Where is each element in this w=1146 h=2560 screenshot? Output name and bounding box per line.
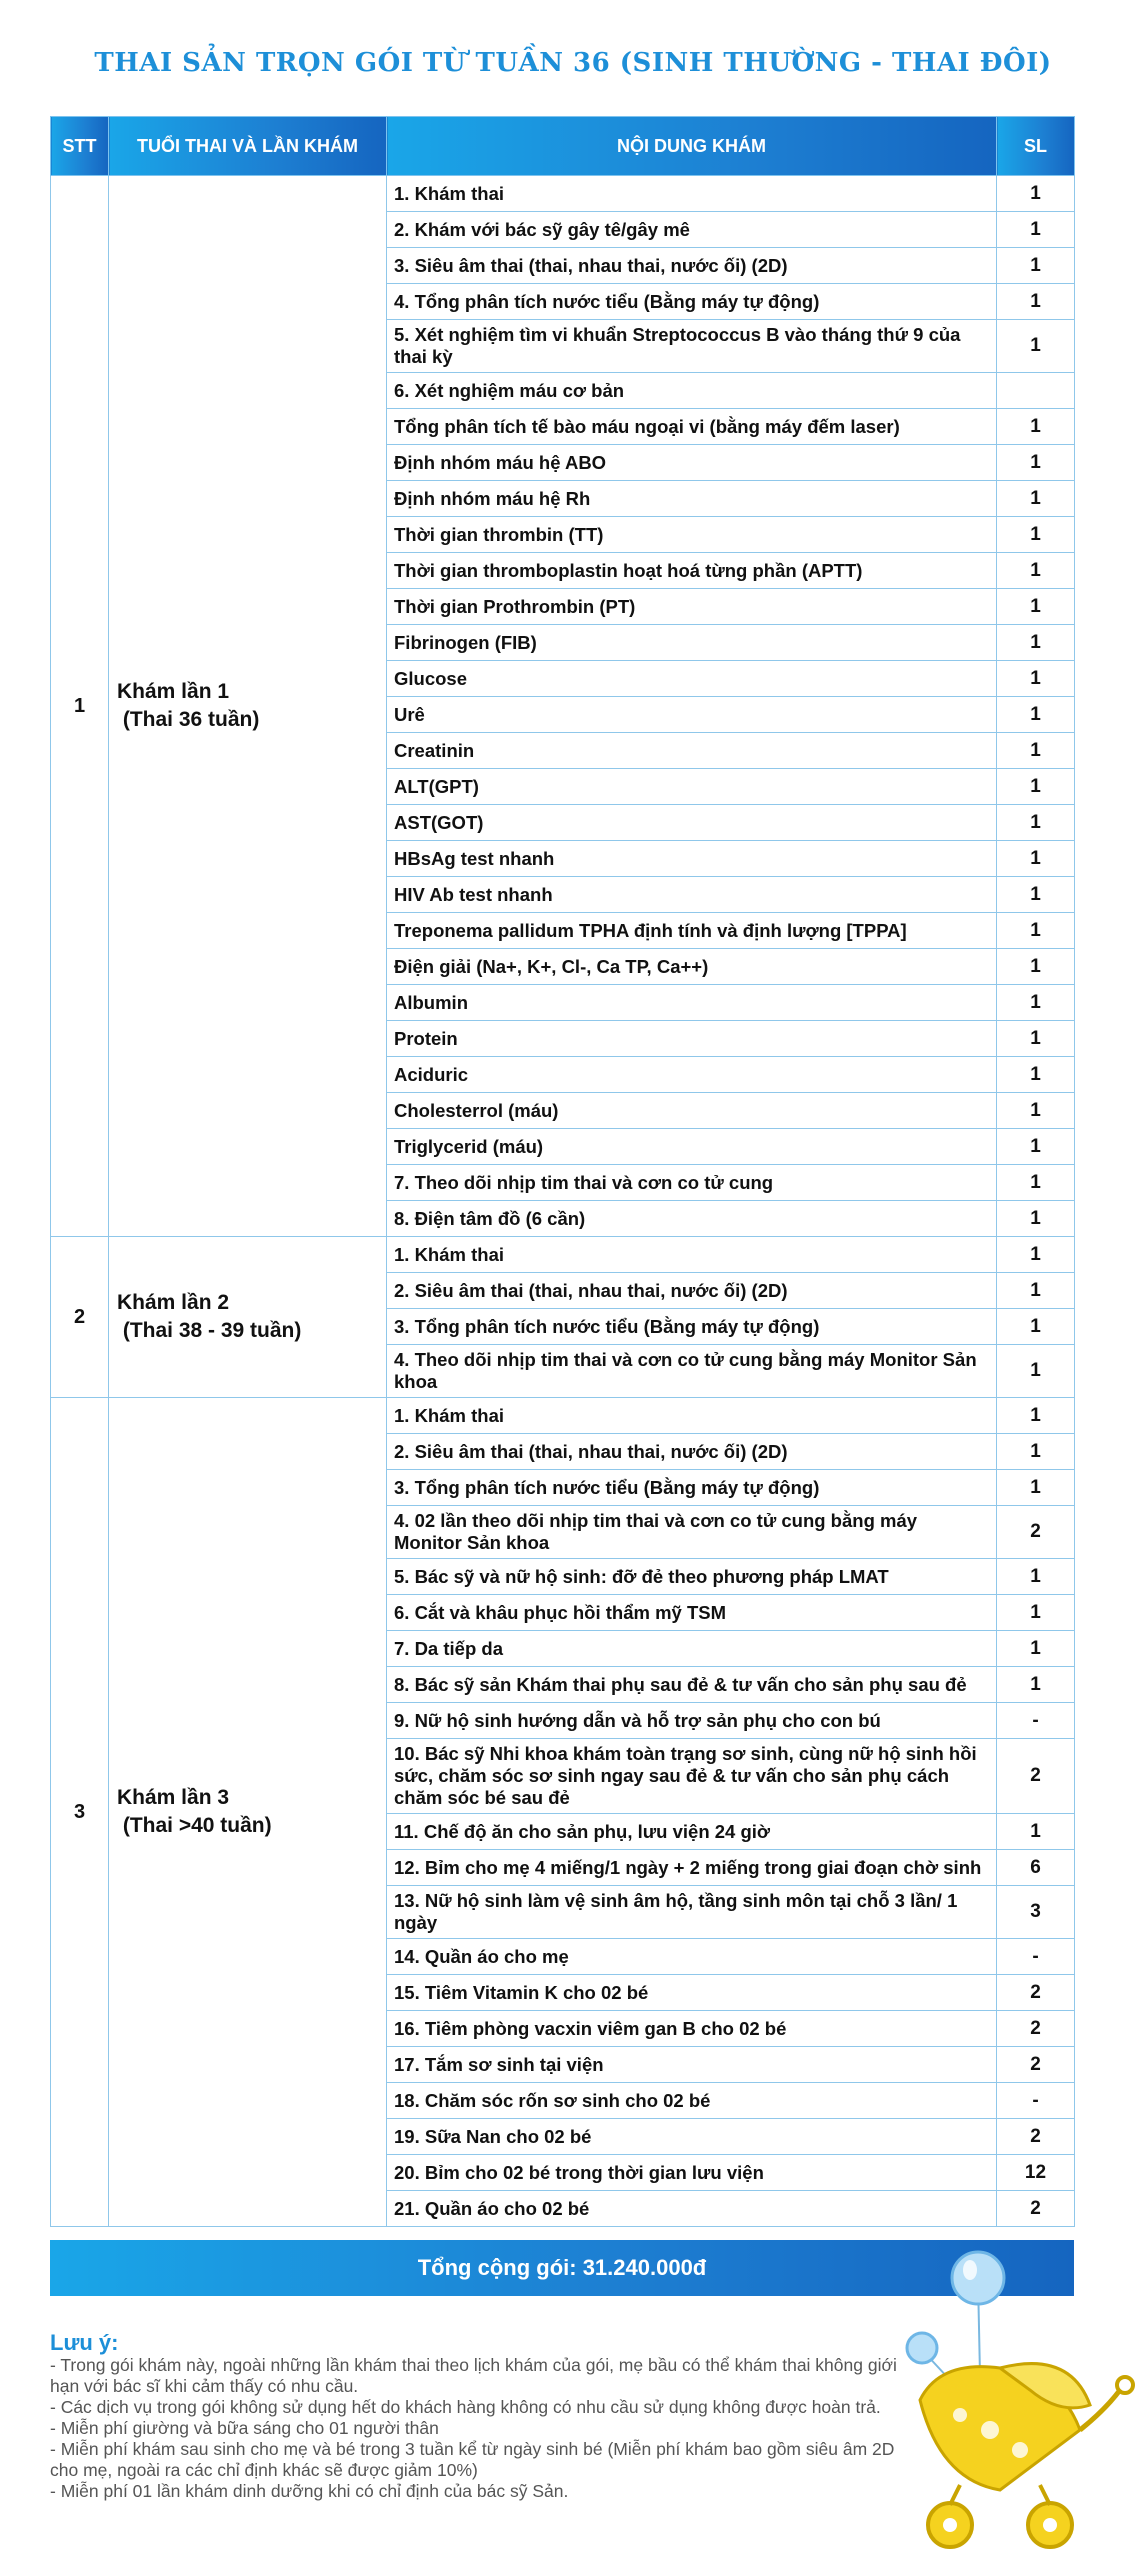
exam-item: 21. Quần áo cho 02 bé <box>387 2191 997 2227</box>
exam-quantity: 1 <box>997 284 1075 320</box>
exam-item: 8. Bác sỹ sản Khám thai phụ sau đẻ & tư vấn cho sản phụ sau đẻ <box>387 1667 997 1703</box>
exam-quantity: 1 <box>997 1165 1075 1201</box>
exam-quantity: 1 <box>997 805 1075 841</box>
exam-item: 4. 02 lần theo dõi nhịp tim thai và cơn co tử cung bằng máy Monitor Sản khoa <box>387 1506 997 1559</box>
exam-quantity: 1 <box>997 409 1075 445</box>
exam-quantity: 1 <box>997 176 1075 212</box>
exam-item: Thời gian thrombin (TT) <box>387 517 997 553</box>
exam-quantity: 1 <box>997 913 1075 949</box>
exam-quantity: 1 <box>997 1667 1075 1703</box>
baby-stroller-illustration <box>880 2240 1146 2560</box>
exam-quantity: 1 <box>997 320 1075 373</box>
exam-item: 2. Siêu âm thai (thai, nhau thai, nước ối) (2D) <box>387 1434 997 1470</box>
exam-quantity: 1 <box>997 985 1075 1021</box>
note-line: - Trong gói khám này, ngoài những lần khám thai theo lịch khám của gói, mẹ bầu có thể khám thai không giới hạn với bác sĩ khi cảm thấy có nhu cầu. <box>50 2355 897 2396</box>
exam-quantity: 1 <box>997 1559 1075 1595</box>
exam-quantity: 2 <box>997 2047 1075 2083</box>
note-line: - Miễn phí khám sau sinh cho mẹ và bé trong 3 tuần kể từ ngày sinh bé (Miễn phí khám bao gồm siêu âm 2D cho mẹ, ngoài ra các chỉ định khác sẽ được giảm 10%) <box>50 2439 895 2480</box>
exam-item: 2. Siêu âm thai (thai, nhau thai, nước ối) (2D) <box>387 1273 997 1309</box>
exam-item: 1. Khám thai <box>387 1398 997 1434</box>
exam-quantity: 1 <box>997 517 1075 553</box>
header-quantity: SL <box>997 117 1075 176</box>
visit-label-title: Khám lần 3 <box>117 1786 230 1809</box>
exam-item: Thời gian Prothrombin (PT) <box>387 589 997 625</box>
exam-quantity: 1 <box>997 212 1075 248</box>
exam-item: 15. Tiêm Vitamin K cho 02 bé <box>387 1975 997 2011</box>
exam-item: 8. Điện tâm đồ (6 cần) <box>387 1201 997 1237</box>
exam-quantity: 1 <box>997 1595 1075 1631</box>
exam-quantity: 1 <box>997 248 1075 284</box>
exam-quantity <box>997 373 1075 409</box>
visit-label-week: (Thai 38 - 39 tuần) <box>117 1319 302 1342</box>
exam-quantity: 1 <box>997 1470 1075 1506</box>
visit-label <box>109 176 387 1237</box>
exam-item: Fibrinogen (FIB) <box>387 625 997 661</box>
exam-quantity: 1 <box>997 1021 1075 1057</box>
visit-label-title: Khám lần 1 <box>117 680 230 703</box>
exam-item: Triglycerid (máu) <box>387 1129 997 1165</box>
exam-item: Protein <box>387 1021 997 1057</box>
notes-section <box>50 2332 910 2502</box>
exam-item: Định nhóm máu hệ ABO <box>387 445 997 481</box>
exam-item: Định nhóm máu hệ Rh <box>387 481 997 517</box>
exam-quantity: 1 <box>997 769 1075 805</box>
exam-quantity: 1 <box>997 697 1075 733</box>
exam-quantity: 3 <box>997 1886 1075 1939</box>
visit-label-title: Khám lần 2 <box>117 1291 230 1314</box>
exam-item: Thời gian thromboplastin hoạt hoá từng phần (APTT) <box>387 553 997 589</box>
exam-item: Aciduric <box>387 1057 997 1093</box>
exam-item: 6. Xét nghiệm máu cơ bản <box>387 373 997 409</box>
exam-item: 3. Siêu âm thai (thai, nhau thai, nước ối) (2D) <box>387 248 997 284</box>
header-stt: STT <box>51 117 109 176</box>
balloon-icon <box>952 2252 1004 2375</box>
exam-quantity: - <box>997 1939 1075 1975</box>
table-body <box>51 176 1075 2227</box>
exam-item: 7. Theo dõi nhịp tim thai và cơn co tử cung <box>387 1165 997 1201</box>
exam-quantity: 2 <box>997 2191 1075 2227</box>
header-content: NỘI DUNG KHÁM <box>387 117 997 176</box>
exam-item: ALT(GPT) <box>387 769 997 805</box>
exam-quantity: 1 <box>997 949 1075 985</box>
total-price-bar: Tổng cộng gói: 31.240.000đ <box>50 2240 1074 2296</box>
small-balloon-icon <box>907 2333 950 2380</box>
exam-quantity: 12 <box>997 2155 1075 2191</box>
exam-item: 11. Chế độ ăn cho sản phụ, lưu viện 24 giờ <box>387 1814 997 1850</box>
exam-quantity: 1 <box>997 877 1075 913</box>
exam-item: 17. Tắm sơ sinh tại viện <box>387 2047 997 2083</box>
exam-item: 3. Tổng phân tích nước tiểu (Bằng máy tự động) <box>387 1470 997 1506</box>
exam-item: Glucose <box>387 661 997 697</box>
exam-item: Urê <box>387 697 997 733</box>
exam-item: Treponema pallidum TPHA định tính và định lượng [TPPA] <box>387 913 997 949</box>
exam-quantity: 1 <box>997 1237 1075 1273</box>
exam-quantity: 2 <box>997 2011 1075 2047</box>
exam-item: Điện giải (Na+, K+, Cl-, Ca TP, Ca++) <box>387 949 997 985</box>
exam-item: 5. Bác sỹ và nữ hộ sinh: đỡ đẻ theo phương pháp LMAT <box>387 1559 997 1595</box>
exam-item: 1. Khám thai <box>387 1237 997 1273</box>
visit-number: 1 <box>51 176 109 1237</box>
exam-quantity: 2 <box>997 2119 1075 2155</box>
package-table <box>50 116 1075 2227</box>
visit-number: 3 <box>51 1398 109 2227</box>
exam-item: Albumin <box>387 985 997 1021</box>
exam-quantity: 1 <box>997 445 1075 481</box>
exam-item: 13. Nữ hộ sinh làm vệ sinh âm hộ, tầng sinh môn tại chỗ 3 lần/ 1 ngày <box>387 1886 997 1939</box>
table-row <box>51 1398 1075 1434</box>
table-row <box>51 1237 1075 1273</box>
exam-item: 4. Tổng phân tích nước tiểu (Bằng máy tự động) <box>387 284 997 320</box>
exam-quantity: 1 <box>997 1814 1075 1850</box>
exam-quantity: 1 <box>997 1309 1075 1345</box>
visit-label-week: (Thai >40 tuần) <box>117 1814 272 1837</box>
exam-quantity: - <box>997 1703 1075 1739</box>
exam-quantity: 6 <box>997 1850 1075 1886</box>
stroller-icon <box>920 2364 1133 2547</box>
visit-label <box>109 1398 387 2227</box>
notes-title: Lưu ý: <box>50 2330 119 2355</box>
exam-quantity: 1 <box>997 1093 1075 1129</box>
exam-quantity: 1 <box>997 1398 1075 1434</box>
page-title: THAI SẢN TRỌN GÓI TỪ TUẦN 36 (SINH THƯỜNG - THAI ĐÔI) <box>94 48 1052 78</box>
exam-quantity: 2 <box>997 1739 1075 1814</box>
exam-quantity: 1 <box>997 661 1075 697</box>
visit-label <box>109 1237 387 1398</box>
exam-item: 10. Bác sỹ Nhi khoa khám toàn trạng sơ sinh, cùng nữ hộ sinh hồi sức, chăm sóc sơ sinh ngay sau đẻ & tư vấn cho sản phụ cách chăm sóc bé sau đẻ <box>387 1739 997 1814</box>
exam-quantity: 1 <box>997 733 1075 769</box>
exam-quantity: 1 <box>997 1631 1075 1667</box>
exam-item: 20. Bỉm cho 02 bé trong thời gian lưu viện <box>387 2155 997 2191</box>
exam-item: 1. Khám thai <box>387 176 997 212</box>
exam-item: 12. Bỉm cho mẹ 4 miếng/1 ngày + 2 miếng trong giai đoạn chờ sinh <box>387 1850 997 1886</box>
visit-label-week: (Thai 36 tuần) <box>117 708 260 731</box>
exam-quantity: 1 <box>997 589 1075 625</box>
exam-item: 7. Da tiếp da <box>387 1631 997 1667</box>
exam-quantity: 1 <box>997 553 1075 589</box>
note-line: - Miễn phí 01 lần khám dinh dưỡng khi có chỉ định của bác sỹ Sản. <box>50 2481 569 2501</box>
exam-item: 6. Cắt và khâu phục hồi thẩm mỹ TSM <box>387 1595 997 1631</box>
visit-number: 2 <box>51 1237 109 1398</box>
exam-quantity: 1 <box>997 841 1075 877</box>
exam-item: 18. Chăm sóc rốn sơ sinh cho 02 bé <box>387 2083 997 2119</box>
table-header-row <box>51 117 1075 176</box>
exam-item: 4. Theo dõi nhịp tim thai và cơn co tử cung bằng máy Monitor Sản khoa <box>387 1345 997 1398</box>
exam-item: Tổng phân tích tế bào máu ngoại vi (bằng máy đếm laser) <box>387 409 997 445</box>
exam-item: 3. Tổng phân tích nước tiểu (Bằng máy tự động) <box>387 1309 997 1345</box>
exam-item: 16. Tiêm phòng vacxin viêm gan B cho 02 bé <box>387 2011 997 2047</box>
exam-quantity: 2 <box>997 1506 1075 1559</box>
exam-quantity: - <box>997 2083 1075 2119</box>
exam-quantity: 1 <box>997 1201 1075 1237</box>
exam-item: 9. Nữ hộ sinh hướng dẫn và hỗ trợ sản phụ cho con bú <box>387 1703 997 1739</box>
exam-quantity: 1 <box>997 481 1075 517</box>
exam-quantity: 1 <box>997 1057 1075 1093</box>
table-row <box>51 176 1075 212</box>
exam-quantity: 1 <box>997 1129 1075 1165</box>
exam-quantity: 1 <box>997 1434 1075 1470</box>
exam-item: HIV Ab test nhanh <box>387 877 997 913</box>
exam-quantity: 2 <box>997 1975 1075 2011</box>
exam-item: 19. Sữa Nan cho 02 bé <box>387 2119 997 2155</box>
note-line: - Các dịch vụ trong gói không sử dụng hết do khách hàng không có nhu cầu sử dụng không được hoàn trả. <box>50 2397 881 2417</box>
exam-item: 14. Quần áo cho mẹ <box>387 1939 997 1975</box>
exam-item: AST(GOT) <box>387 805 997 841</box>
exam-item: 5. Xét nghiệm tìm vi khuẩn Streptococcus B vào tháng thứ 9 của thai kỳ <box>387 320 997 373</box>
exam-item: HBsAg test nhanh <box>387 841 997 877</box>
exam-item: 2. Khám với bác sỹ gây tê/gây mê <box>387 212 997 248</box>
exam-quantity: 1 <box>997 1345 1075 1398</box>
exam-quantity: 1 <box>997 1273 1075 1309</box>
exam-item: Creatinin <box>387 733 997 769</box>
exam-quantity: 1 <box>997 625 1075 661</box>
note-line: - Miễn phí giường và bữa sáng cho 01 người thân <box>50 2418 439 2438</box>
exam-item: Cholesterrol (máu) <box>387 1093 997 1129</box>
header-visit: TUỔI THAI VÀ LẦN KHÁM <box>109 117 387 176</box>
